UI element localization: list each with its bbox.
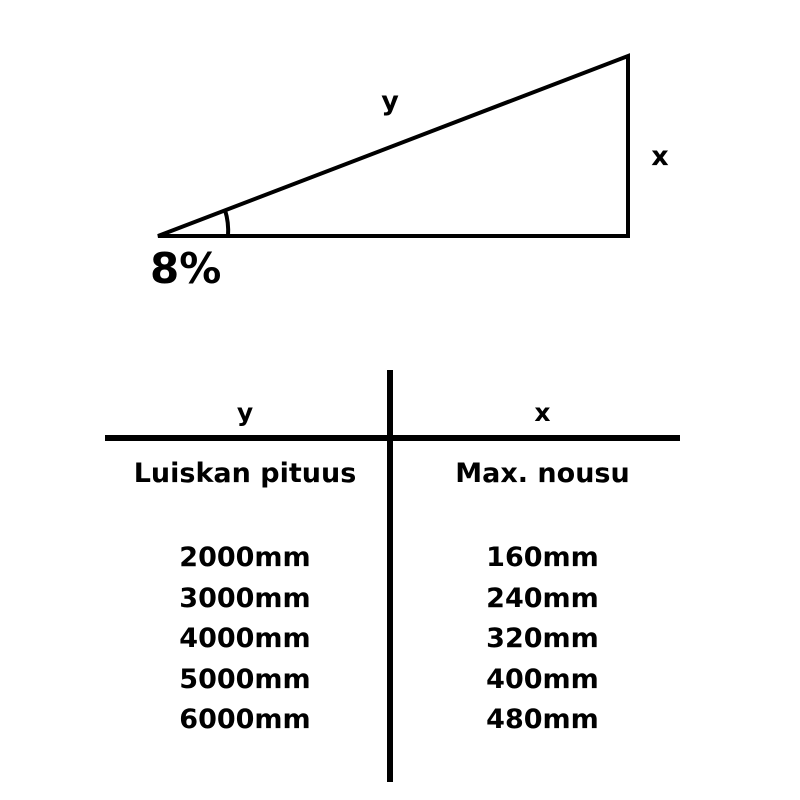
angle-arc	[225, 210, 228, 236]
ramp-triangle	[158, 56, 628, 236]
table-row: 4000mm	[179, 623, 311, 654]
table-row: 2000mm	[179, 542, 311, 573]
table-row: 3000mm	[179, 582, 311, 614]
table-row: 5000mm	[179, 663, 311, 695]
table-row: 320mm	[486, 623, 599, 654]
vertical-side-label: x	[651, 141, 669, 172]
ramp-table	[0, 370, 800, 800]
table-row: 480mm	[486, 704, 599, 735]
table-row: 6000mm	[179, 704, 311, 735]
table-row: 240mm	[486, 582, 599, 614]
column-title-rise: Max. nousu	[455, 458, 630, 489]
triangle-svg	[0, 0, 800, 330]
slope-percent-label: 8%	[150, 244, 222, 293]
column-symbol-y: y	[236, 398, 254, 427]
column-values-length	[105, 538, 385, 741]
hypotenuse-label: y	[381, 86, 399, 117]
column-values-rise	[405, 538, 680, 741]
table-row: 160mm	[486, 542, 599, 573]
column-symbol-x: x	[534, 398, 551, 427]
column-title-length: Luiskan pituus	[133, 458, 357, 489]
table-row: 400mm	[486, 663, 599, 695]
slope-diagram	[0, 0, 800, 330]
